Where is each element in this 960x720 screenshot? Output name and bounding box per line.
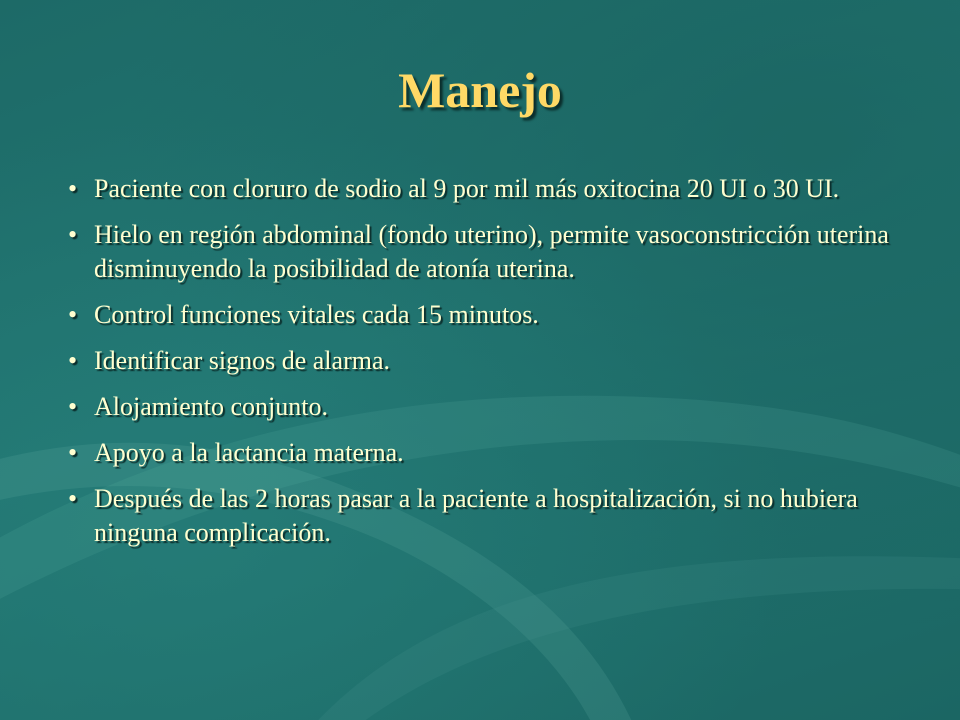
bullet-text: Paciente con cloruro de sodio al 9 por mil más oxitocina 20 UI o 30 UI.	[94, 174, 840, 203]
swoosh-curve-3	[300, 556, 960, 720]
bullet-icon: •	[68, 174, 78, 203]
slide-title: Manejo	[398, 62, 562, 118]
bullet-item	[60, 172, 910, 206]
bullet-item	[60, 218, 910, 286]
bullet-text: Identificar signos de alarma.	[94, 346, 390, 375]
bullet-item	[60, 298, 910, 332]
bullet-text: Después de las 2 horas pasar a la paciente a hospitalización, si no hubiera ninguna complicación.	[94, 484, 858, 547]
bullet-text: Hielo en región abdominal (fondo uterino), permite vasoconstricción uterina disminuyendo la posibilidad de atonía uterina.	[94, 220, 889, 283]
bullet-icon: •	[68, 300, 78, 329]
bullet-icon: •	[68, 438, 78, 467]
bullet-icon: •	[68, 484, 78, 513]
bullet-icon: •	[68, 346, 78, 375]
bullet-item	[60, 482, 910, 550]
bullet-list	[60, 172, 910, 562]
bullet-text: Control funciones vitales cada 15 minutos.	[94, 300, 539, 329]
bullet-icon: •	[68, 220, 78, 249]
bullet-item	[60, 436, 910, 470]
bullet-item	[60, 344, 910, 378]
bullet-item	[60, 390, 910, 424]
bullet-text: Apoyo a la lactancia materna.	[94, 438, 404, 467]
bullet-text: Alojamiento conjunto.	[94, 392, 328, 421]
bullet-icon: •	[68, 392, 78, 421]
